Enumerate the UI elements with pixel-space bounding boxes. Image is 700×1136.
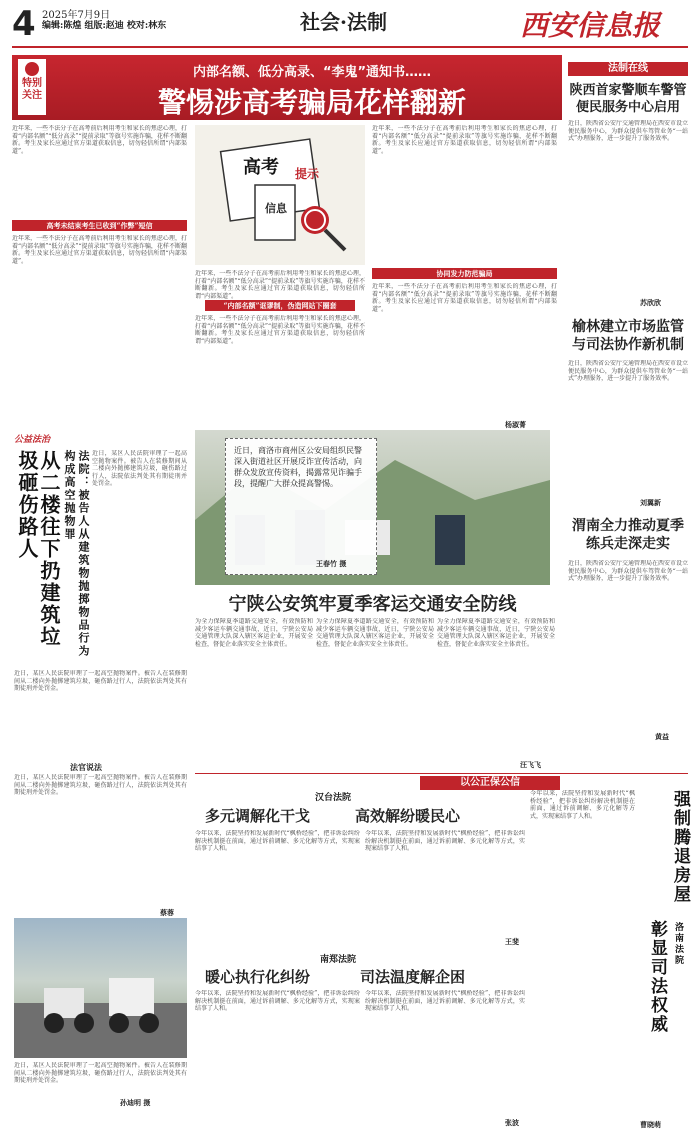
mid-body-3: 为全力保障夏季道路交通安全，有效预防和减少客运车辆交通事故，近日，宁陕公安局交通管理大队深入辖区客运企业，开展安全检查，督促企业落实安全主体责任。 — [437, 618, 555, 648]
bottom-location-2: 南郑法院 — [320, 955, 357, 965]
bottom-headline-1: 多元调解化干戈 — [205, 807, 311, 825]
bottom-location-1: 汉台法院 — [315, 793, 352, 803]
illustration-book: 信息 — [265, 202, 287, 215]
right-headline-2: 榆林建立市场监管与司法协作新机制 — [572, 319, 684, 353]
lead-subhead-1: 高考未结束考生已收到“作弊”短信 — [12, 220, 187, 231]
lead-subhead-2: “内部名额”诓谬制，伪造网站下圈套 — [205, 300, 355, 311]
page-header — [0, 0, 700, 50]
feature-badge — [18, 59, 46, 115]
mid-headline: 宁陕公安筑牢夏季客运交通安全防线 — [228, 594, 517, 615]
bottom-body-2: 今年以来，法院坚持和发展新时代“枫桥经验”，把非诉讼纠纷解决机制挺在前面，通过诉前调解、多元化解等方式，实现案结事了人和。 — [365, 830, 525, 852]
right-headline-1: 陕西首家警顺车警管便民服务中心启用 — [569, 83, 687, 115]
bottom-body-1: 今年以来，法院坚持和发展新时代“枫桥经验”，把非诉讼纠纷解决机制挺在前面，通过诉前调解、多元化解等方式，实现案结事了人和。 — [195, 830, 360, 852]
bottom-headline-4: 司法温度解企困 — [360, 968, 466, 986]
bottom-author-2: 张波 — [505, 1118, 519, 1127]
header-rule — [12, 46, 688, 48]
center-subhead: 协同发力防范骗局 — [372, 268, 557, 279]
mid-body-2: 为全力保障夏季道路交通安全，有效预防和减少客运车辆交通事故，近日，宁陕公安局交通管理大队深入辖区客运企业，开展安全检查，督促企业落实安全主体责任。 — [316, 618, 434, 648]
side-photo-caption: 近日，某区人民法院审理了一起高空抛物案件。被告人在装修期间从二楼向外抛掷建筑垃圾，砸伤路过行人，法院依法判处其有期徒刑并处罚金。 — [14, 1062, 187, 1084]
lead-body-col1b: 近年来，一些不法分子在高考前后利用考生和家长的焦虑心理，打着“内部名额”“低分高录”“提前录取”等旗号实施诈骗，花样不断翻新。考生及家长应通过官方渠道获取信息，切勿轻信所谓“内部渠道”。 — [12, 235, 187, 265]
lead-body-col3: 近年来，一些不法分子在高考前后利用考生和家长的焦虑心理，打着“内部名额”“低分高录”“提前录取”等旗号实施诈骗，花样不断翻新。考生及家长应通过官方渠道获取信息，切勿轻信所谓“内部渠道”。 — [372, 125, 557, 155]
bottom-vertical-title-2: 彰显司法权威 — [647, 920, 667, 1034]
right-author-2: 刘翼新 — [640, 498, 661, 507]
side-vertical-title: 从二楼往下扔建筑垃圾砸伤路人 — [15, 450, 61, 648]
lead-body-col3b: 近年来，一些不法分子在高考前后利用考生和家长的焦虑心理，打着“内部名额”“低分高录”“提前录取”等旗号实施诈骗，花样不断翻新。考生及家长应通过官方渠道获取信息，切勿轻信所谓“内部渠道”。 — [372, 283, 557, 313]
issue-date: 2025年7月9日 — [42, 10, 111, 21]
bottom-right-body: 今年以来，法院坚持和发展新时代“枫桥经验”，把非诉讼纠纷解决机制挺在前面，通过诉前调解、多元化解等方式，实现案结事了人和。 — [530, 790, 635, 820]
mid-body-1: 为全力保障夏季道路交通安全，有效预防和减少客运车辆交通事故，近日，宁陕公安局交通管理大队深入辖区客运企业，开展安全检查，督促企业落实安全主体责任。 — [195, 618, 313, 648]
center-photo-box-author: 王春竹 摄 — [316, 559, 347, 568]
side-author: 蔡蓉 — [160, 908, 174, 917]
bottom-body-3: 今年以来，法院坚持和发展新时代“枫桥经验”，把非诉讼纠纷解决机制挺在前面，通过诉前调解、多元化解等方式，实现案结事了人和。 — [195, 990, 360, 1012]
side-body-1: 近日，某区人民法院审理了一起高空抛物案件。被告人在装修期间从二楼向外抛掷建筑垃圾，砸伤路过行人，法院依法判处其有期徒刑并处罚金。 — [92, 450, 187, 487]
side-intro: 法院：被告人从建筑物抛掷物品行为构成高空抛物罪 — [63, 450, 90, 658]
bottom-body-4: 今年以来，法院坚持和发展新时代“枫桥经验”，把非诉讼纠纷解决机制挺在前面，通过诉前调解、多元化解等方式，实现案结事了人和。 — [365, 990, 525, 1012]
lead-body-col2: 近年来，一些不法分子在高考前后利用考生和家长的焦虑心理，打着“内部名额”“低分高录”“提前录取”等旗号实施诈骗，花样不断翻新。考生及家长应通过官方渠道获取信息，切勿轻信所谓“内部渠道”。 — [195, 270, 365, 300]
lead-author: 杨淑菁 — [505, 420, 526, 429]
bottom-right-author: 曹晓萌 — [640, 1120, 661, 1129]
bottom-vertical-location: 洛南法院 — [673, 922, 683, 966]
side-body-3: 近日，某区人民法院审理了一起高空抛物案件。被告人在装修期间从二楼向外抛掷建筑垃圾，砸伤路过行人，法院依法判处其有期徒刑并处罚金。 — [14, 774, 187, 796]
right-body-3: 近日，陕西省公安厅交通管理局在西安市设立便民服务中心，为群众提供车驾管业务“一站式”办理服务，进一步提升了服务效率。 — [568, 560, 688, 582]
mid-author: 汪飞飞 — [520, 760, 541, 769]
illustration-sign: 提示 — [295, 167, 320, 181]
lead-kicker: 内部名额、低分高录、“李鬼”通知书…… — [192, 65, 432, 80]
side-subhead: 法官说法 — [70, 762, 102, 772]
bottom-headline-3: 暖心执行化纠纷 — [205, 968, 311, 986]
bottom-rule — [195, 773, 688, 774]
legal-online-banner: 法制在线 — [568, 62, 688, 76]
right-body-2: 近日，陕西省公安厅交通管理局在西安市设立便民服务中心，为群众提供车驾管业务“一站式”办理服务，进一步提升了服务效率。 — [568, 360, 688, 382]
editor-credits: 编辑:陈煌 组版:赵迪 校对:林东 — [42, 21, 167, 31]
right-author-3: 黄益 — [655, 732, 669, 741]
side-photo — [14, 918, 187, 1058]
lead-banner — [12, 55, 562, 120]
side-body-2: 近日，某区人民法院审理了一起高空抛物案件。被告人在装修期间从二楼向外抛掷建筑垃圾，砸伤路过行人，法院依法判处其有期徒刑并处罚金。 — [14, 670, 187, 692]
center-photo — [195, 430, 550, 585]
side-photo-author: 孙迪明 摄 — [120, 1098, 151, 1107]
section-title: 社会·法制 — [300, 10, 387, 34]
badge-dot-icon — [25, 62, 39, 76]
side-tag: 公益法治 — [14, 435, 51, 445]
bottom-author-1: 王斐 — [505, 937, 519, 946]
bottom-headline-2: 高效解纷暖民心 — [355, 807, 461, 825]
lead-headline: 警惕涉高考骗局花样翻新 — [157, 86, 466, 119]
center-photo-box — [225, 438, 377, 575]
page-number: 4 — [12, 4, 36, 44]
lead-body-col1: 近年来，一些不法分子在高考前后利用考生和家长的焦虑心理，打着“内部名额”“低分高录”“提前录取”等旗号实施诈骗，花样不断翻新。考生及家长应通过官方渠道获取信息，切勿轻信所谓“内部渠道”。 — [12, 125, 187, 155]
lead-illustration — [195, 125, 365, 265]
center-photo-box-text: 近日，商洛市商州区公安局组织民警深入街道社区开展反诈宣传活动，向群众发放宣传资料，揭露常见诈骗手段，提醒广大群众提高警惕。 — [234, 446, 362, 488]
masthead: 西安信息报 — [520, 9, 661, 42]
traffic-police-photo — [14, 918, 187, 1058]
right-headline-3: 渭南全力推动夏季练兵走深走实 — [572, 518, 684, 552]
illustration-label: 高考 — [243, 157, 279, 178]
right-author-1: 苏欣欣 — [640, 298, 661, 307]
feature-tag: 特别关注 — [22, 78, 42, 101]
lead-body-col2b: 近年来，一些不法分子在高考前后利用考生和家长的焦虑心理，打着“内部名额”“低分高录”“提前录取”等旗号实施诈骗，花样不断翻新。考生及家长应通过官方渠道获取信息，切勿轻信所谓“内部渠道”。 — [195, 315, 365, 345]
exam-scam-illustration — [195, 125, 365, 265]
bottom-banner: 以公正保公信 — [420, 776, 560, 790]
bottom-vertical-title-1: 强制腾退房屋 — [670, 790, 690, 904]
right-body-1: 近日，陕西省公安厅交通管理局在西安市设立便民服务中心，为群众提供车驾管业务“一站式”办理服务，进一步提升了服务效率。 — [568, 120, 688, 142]
